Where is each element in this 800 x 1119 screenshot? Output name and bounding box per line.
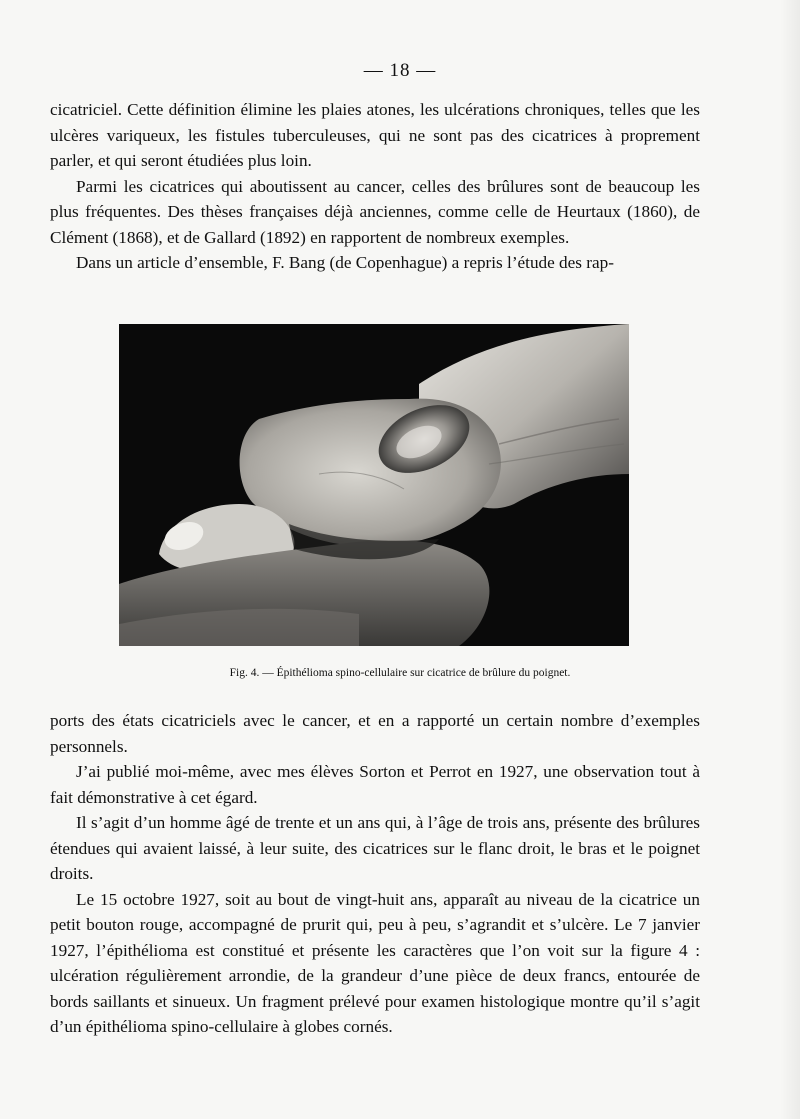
figure-caption: Fig. 4. — Épithélioma spino-cellulaire sur cicatrice de brûlure du poignet. bbox=[229, 667, 571, 679]
paragraph: Dans un article d’ensemble, F. Bang (de Copenhague) a repris l’étude des rap- bbox=[76, 253, 614, 272]
paragraph: Parmi les cicatrices qui aboutissent au cancer, celles des brûlures sont de beaucoup les plus fréquentes. Des thèses françaises déjà anciennes, comme celle de Heurtaux (1860), de Clément (1868), et de Gallard (1892) en rapportent de nombreux exemples. bbox=[50, 176, 700, 247]
paragraph: Le 15 octobre 1927, soit au bout de vingt-huit ans, apparaît au niveau de la cicatrice un petit bouton rouge, accompagné de prurit qui, peu à peu, s’agrandit et s’ulcère. Le 7 janvier 1927, l’épithélioma est constitué et présente les caractères que l’on voit sur la figure 4 : ulcération régulièrement arrondie, de la grandeur d’une pièce de deux francs, entourée de bords saillants et sinueux. Un fragment prélevé pour examen histologique montre qu’il s’agit d’un épithélioma spino-cellulaire à globes cornés. bbox=[50, 889, 700, 1036]
page-number: — 18 — bbox=[363, 60, 437, 81]
paragraph: ports des états cicatriciels avec le cancer, et en a rapporté un certain nombre d’exemples personnels. bbox=[50, 711, 700, 756]
paragraph: J’ai publié moi-même, avec mes élèves Sorton et Perrot en 1927, une observation tout à fait démonstrative à cet égard. bbox=[50, 762, 700, 807]
paragraph: Il s’agit d’un homme âgé de trente et un ans qui, à l’âge de trois ans, présente des brûlures étendues qui avaient laissé, à leur suite, des cicatrices sur le flanc droit, le bras et le poignet droits. bbox=[50, 813, 700, 883]
hand-photograph bbox=[119, 324, 629, 646]
paragraph: cicatriciel. Cette définition élimine les plaies atones, les ulcérations chroniques, telles que les ulcères variqueux, les fistules tuberculeuses, qui ne sont pas des cicatrices à proprement parler, et qui seront étudiées plus loin. bbox=[50, 100, 700, 170]
text-block-bottom bbox=[50, 708, 700, 1040]
figure-photo-hand bbox=[119, 324, 629, 646]
scan-edge-shadow bbox=[780, 0, 800, 1119]
text-block-top bbox=[50, 97, 700, 276]
